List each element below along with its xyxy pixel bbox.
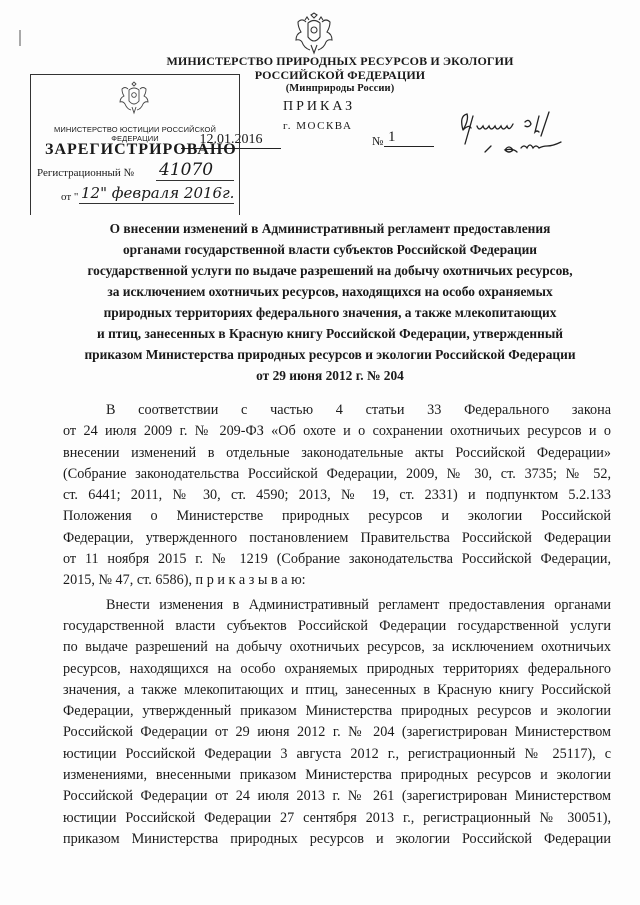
ministry-short-name: (Минприроды России) xyxy=(285,83,395,94)
text-line: Российской Федерации от 29 июня 2012 г. № 204 (зарегистрирован Министерством xyxy=(63,724,611,741)
title-line: и птиц, занесенных в Красную книгу Российской Федерации, утвержденный xyxy=(97,326,563,341)
text-line: изменениями, внесенными приказом Министерства природных ресурсов и экологии xyxy=(63,767,611,784)
title-line: государственной услуги по выдаче разрешений на добычу охотничьих ресурсов, xyxy=(87,263,573,278)
paragraph-preamble xyxy=(63,400,611,592)
margin-mark xyxy=(18,30,22,46)
text-line: Внести изменения в Административный регламент предоставления органами xyxy=(106,596,611,613)
title-line: О внесении изменений в Административный регламент предоставления xyxy=(109,221,551,236)
text-line: юстиции Российской Федерации 3 августа 2012 г., регистрационный № 25117), с xyxy=(63,745,611,762)
coat-of-arms-icon xyxy=(292,12,336,56)
text-line: Положения о Министерстве природных ресурсов и экологии Российской xyxy=(63,508,611,525)
title-line: от 29 июня 2012 г. № 204 xyxy=(256,368,404,383)
text-line: по выдаче разрешений на добычу охотничьих ресурсов, за исключением охотничьих xyxy=(63,639,611,656)
document-type: ПРИКАЗ xyxy=(283,99,356,114)
registration-stamp xyxy=(30,74,240,215)
stamp-underline xyxy=(156,180,234,181)
document-number: 1 xyxy=(384,129,434,147)
stamp-underline xyxy=(79,203,234,204)
text-line: В соответствии с частью 4 статьи 33 Федерального закона xyxy=(106,402,611,418)
text-line: Федерации, утвержденный приказом Министерства природных ресурсов и экологии xyxy=(63,703,611,720)
text-line: приказом Министерства природных ресурсов и экологии Российской Федерации xyxy=(63,830,611,847)
text-line: значения, а также млекопитающих и птиц, занесенных в Красную книгу Российской xyxy=(63,681,611,698)
stamp-registration-number: 41070 xyxy=(159,160,214,180)
title-line: приказом Министерства природных ресурсов и экологии Российской Федерации xyxy=(84,347,576,362)
text-line: Федерации, утвержденного постановлением Правительства Российской Федерации xyxy=(63,529,611,546)
title-line: за исключением охотничьих ресурсов, находящихся на особо охраняемых xyxy=(107,284,553,299)
text-line: от 11 ноября 2015 г. № 1219 (Собрание законодательства Российской Федерации, xyxy=(63,551,611,568)
stamp-date-label: от " xyxy=(61,191,79,203)
document-city: г. МОСКВА xyxy=(283,120,353,132)
text-line: (Собрание законодательства Российской Федерации, 2009, № 30, ст. 3735; № 52, xyxy=(63,465,611,482)
text-line: внесении изменений в отдельные законодательные акты Российской Федерации» xyxy=(63,444,611,461)
text-line: ресурсов, находящихся на особо охраняемых природных территориях федерального xyxy=(63,660,611,677)
text-line: государственной власти субъектов Российской Федерации государственной услуги xyxy=(63,617,611,634)
text-line: юстиции Российской Федерации 27 сентября 2013 г., регистрационный № 30051), xyxy=(63,809,611,826)
ministry-name-line2: РОССИЙСКОЙ ФЕДЕРАЦИИ xyxy=(254,68,426,82)
document-title xyxy=(60,218,600,386)
paragraph-order xyxy=(63,595,611,851)
stamp-coat-of-arms-icon xyxy=(117,81,151,115)
stamp-registration-label: Регистрационный № xyxy=(37,167,135,179)
text-line: ст. 6441; 2011, № 30, ст. 4590; 2013, № 19, ст. 2331) и подпунктом 5.2.133 xyxy=(63,487,611,504)
document-body xyxy=(63,400,611,850)
ministry-name-line1: МИНИСТЕРСТВО ПРИРОДНЫХ РЕСУРСОВ И ЭКОЛОГИИ xyxy=(166,54,514,68)
stamp-authority: МИНИСТЕРСТВО ЮСТИЦИИ РОССИЙСКОЙ ФЕДЕРАЦИИ xyxy=(54,125,216,143)
title-line: органами государственной власти субъектов Российской Федерации xyxy=(122,242,538,257)
text-line: от 24 июля 2009 г. № 209-ФЗ «Об охоте и о сохранении охотничьих ресурсов и о xyxy=(63,423,611,440)
handwritten-signature xyxy=(455,106,585,166)
title-line: природных территориях федерального значения, а также млекопитающих xyxy=(103,305,557,320)
document-date: 12.01.2016 xyxy=(181,132,281,149)
text-line: Российской Федерации от 24 июля 2013 г. № 261 (зарегистрирован Министерством xyxy=(63,788,611,805)
text-line: 2015, № 47, ст. 6586), п р и к а з ы в а ю: xyxy=(63,572,306,589)
stamp-status: ЗАРЕГИСТРИРОВАНО xyxy=(45,141,237,158)
document-number-label: № xyxy=(372,134,384,148)
stamp-date-value: 12" февраля 2016г. xyxy=(81,184,235,202)
